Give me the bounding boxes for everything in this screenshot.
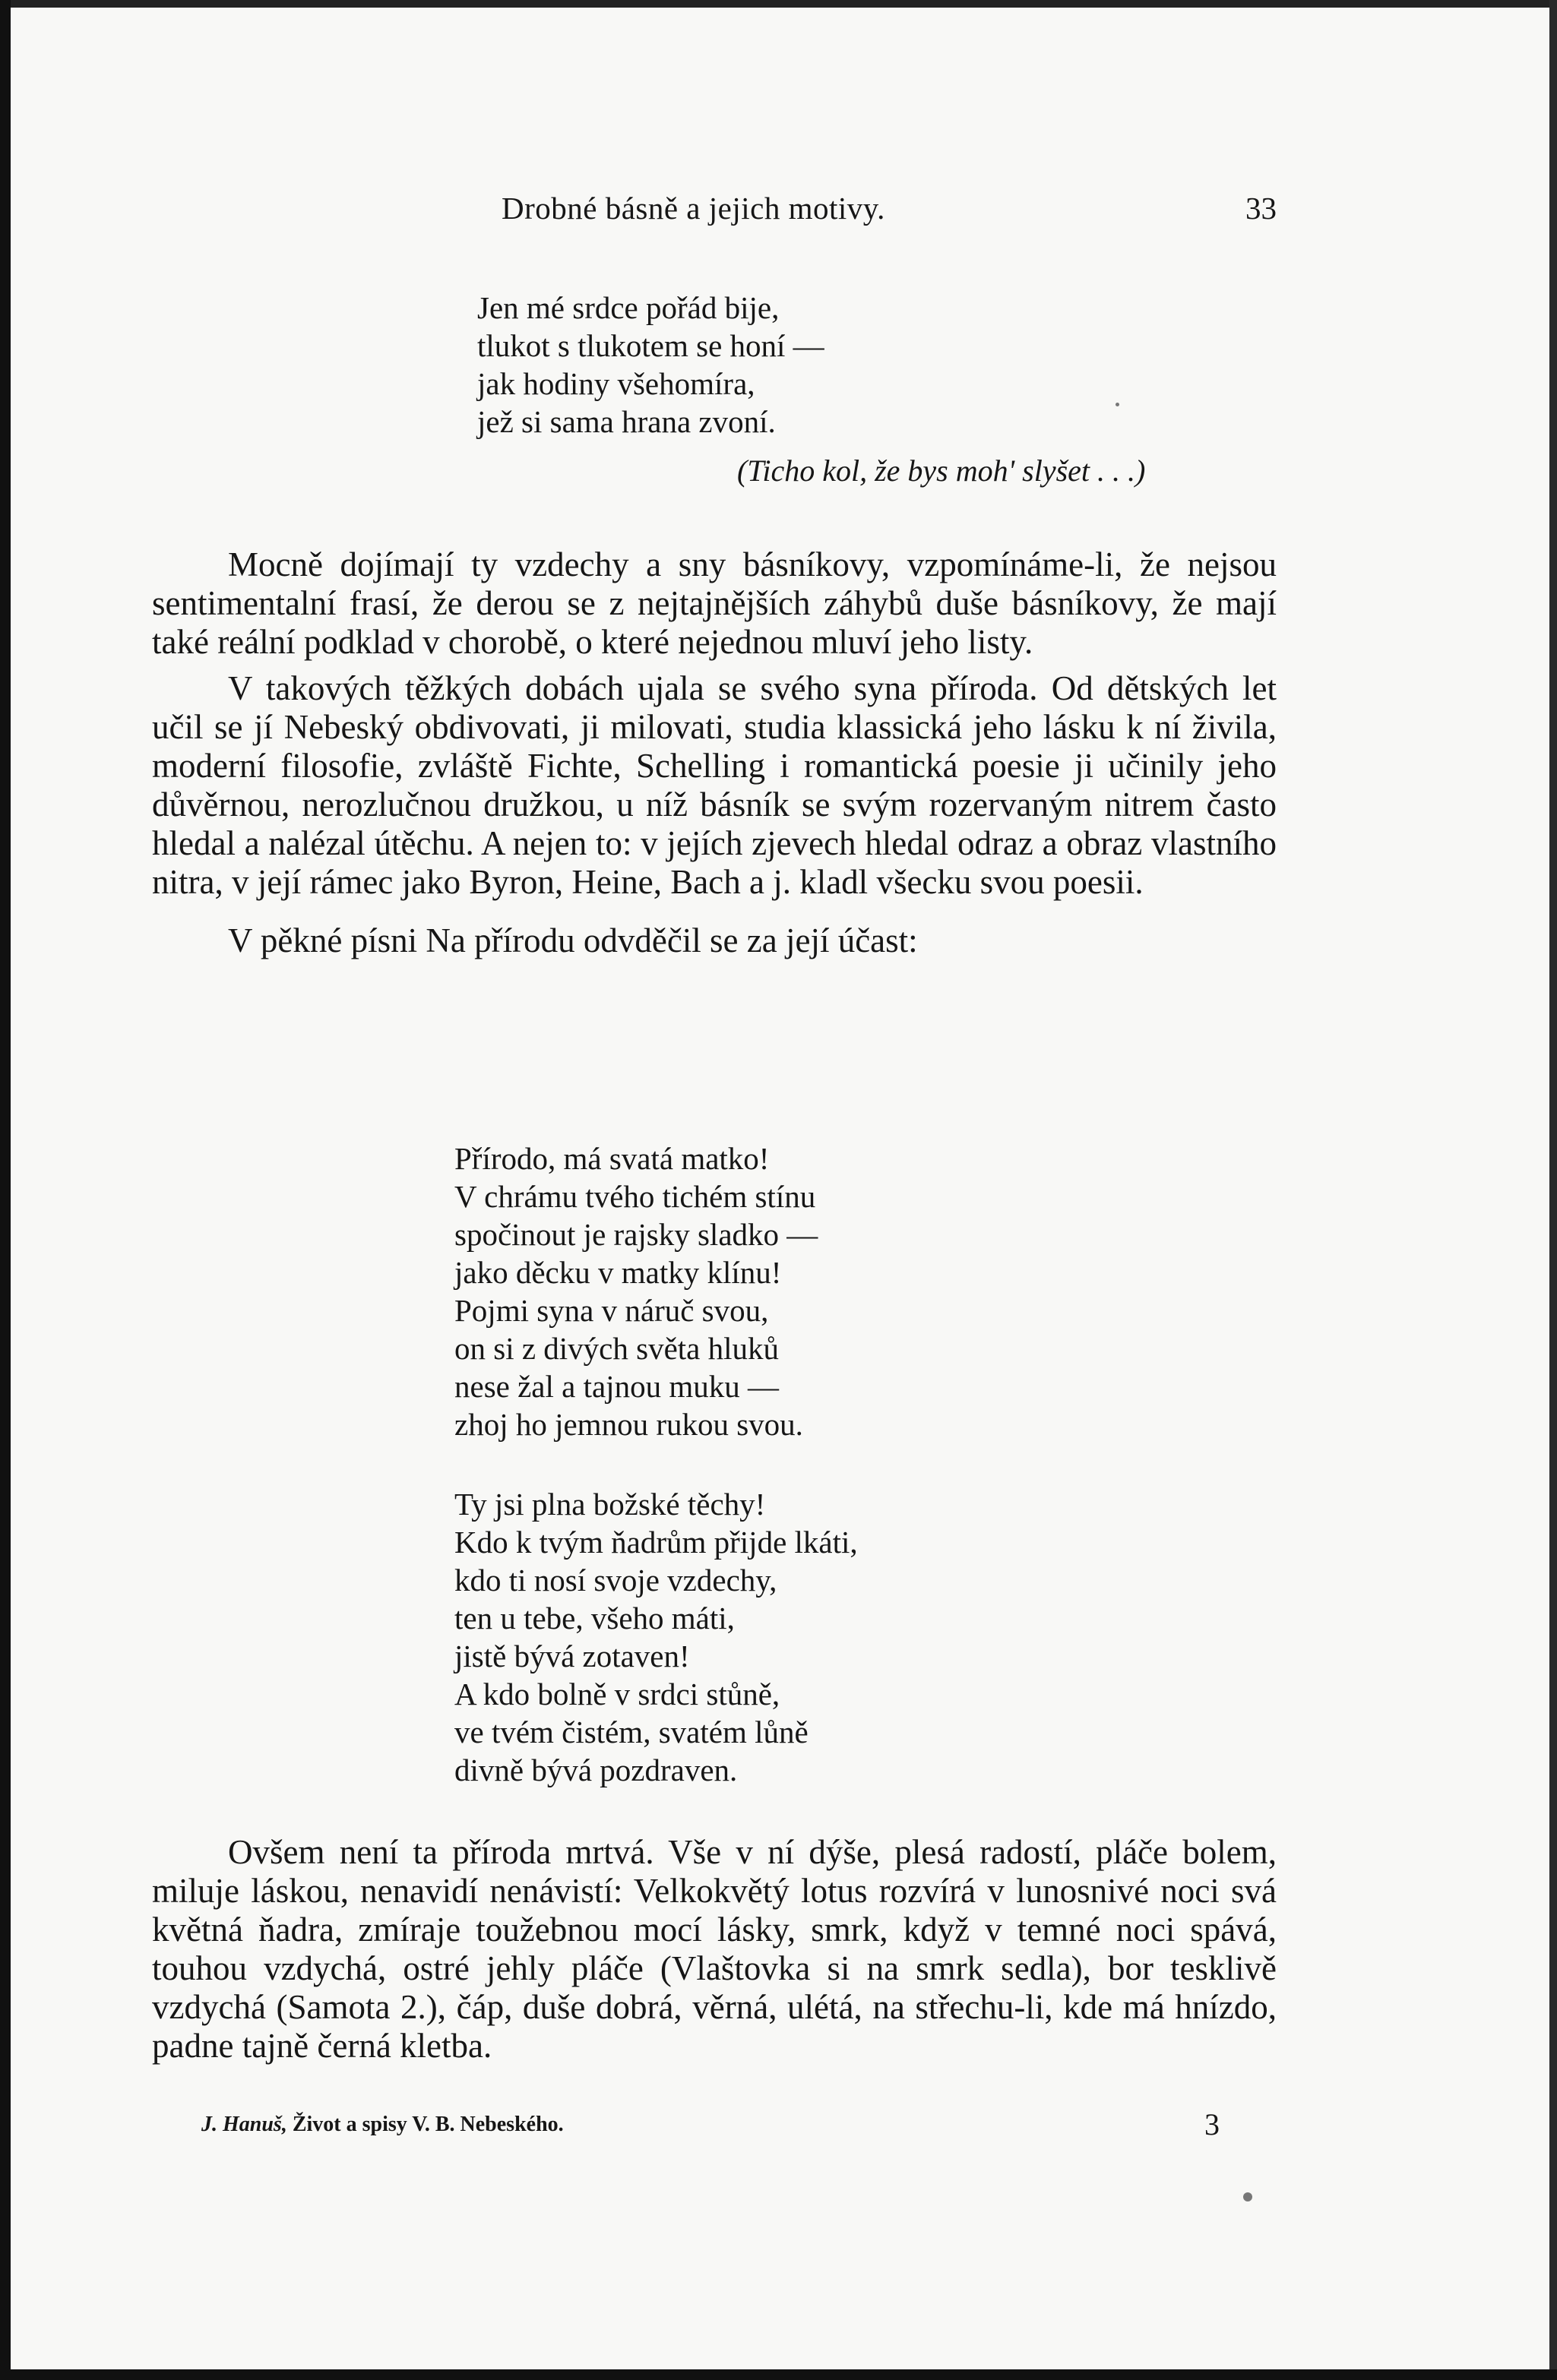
ink-speck bbox=[1243, 2192, 1252, 2201]
poem-stanza-2 bbox=[454, 1485, 858, 1789]
scan-edge-left bbox=[0, 0, 11, 2380]
page-footer bbox=[201, 2107, 1220, 2145]
running-header bbox=[502, 190, 1277, 235]
poem-line: on si z divých světa hluků bbox=[454, 1331, 780, 1366]
poem-line: Přírodo, má svatá matko! bbox=[454, 1141, 770, 1176]
scan-edge-top bbox=[0, 0, 1557, 8]
paragraph: V pěkné písni Na přírodu odvděčil se za její účast: bbox=[228, 921, 918, 959]
poem-line: Kdo k tvým ňadrům přijde lkáti, bbox=[454, 1525, 858, 1560]
poem-line: A kdo bolně v srdci stůně, bbox=[454, 1677, 780, 1712]
poem-stanza-1 bbox=[454, 1139, 818, 1443]
poem-line: nese žal a tajnou muku — bbox=[454, 1369, 779, 1404]
footer-imprint bbox=[201, 2113, 564, 2137]
verse-quote bbox=[477, 289, 824, 441]
ink-speck bbox=[1116, 403, 1119, 406]
footer-title: Život a spisy V. B. Nebeského. bbox=[292, 2113, 564, 2136]
paragraph: V takových těžkých dobách ujala se svého syna příroda. Od dětských let učil se jí Nebeský obdivovati, ji milovati, studia klassická jeho lásku k ní živila, moderní filosofie, zvláště Fichte, Schelling i romantická poesie ji učinily jeho důvěrnou, nerozlučnou družkou, u níž básník se svým rozervaným nitrem často hledal a nalézal útěchu. A nejen to: v jejích zjevech hledal odraz a obraz vlastního nitra, v její rámec jako Byron, Heine, Bach a j. kladl všecku svou poesii. bbox=[152, 669, 1277, 901]
scan-edge-bottom bbox=[0, 2369, 1557, 2380]
scan-edge-right bbox=[1549, 0, 1557, 2380]
poem-line: ten u tebe, všeho máti, bbox=[454, 1601, 735, 1636]
poem-line: Ty jsi plna božské těchy! bbox=[454, 1487, 766, 1522]
poem-line: jistě bývá zotaven! bbox=[454, 1639, 690, 1674]
verse-line: jež si sama hrana zvoní. bbox=[477, 404, 776, 439]
paragraph: Ovšem není ta příroda mrtvá. Vše v ní dýše, plesá radostí, pláče bolem, miluje láskou, nenavidí nenávistí: Velkokvětý lotus rozvírá v lunosnivé noci svá květná ňadra, zmíraje toužebnou mocí lásky, smrk, když v temné noci spává, touhou vzdychá, ostré jehly pláče (Vlaštovka si na smrk sedla), bor tesklivě vzdychá (Samota 2.), čáp, duše dobrá, věrná, ulétá, na střechu-li, kde má hnízdo, padne tajně černá kletba. bbox=[152, 1833, 1277, 2065]
poem-line: V chrámu tvého tichém stínu bbox=[454, 1179, 816, 1214]
verse-line: tlukot s tlukotem se honí — bbox=[477, 328, 824, 363]
footer-author: J. Hanuš, bbox=[201, 2113, 287, 2136]
page-number: 33 bbox=[1245, 191, 1277, 226]
body-text bbox=[152, 545, 1277, 960]
poem-line: divně bývá pozdraven. bbox=[454, 1753, 738, 1787]
poem-line: spočinout je rajsky sladko — bbox=[454, 1217, 818, 1252]
verse-line: Jen mé srdce pořád bije, bbox=[477, 290, 780, 325]
verse-attribution: (Ticho kol, že bys moh' slyšet . . .) bbox=[737, 454, 1146, 488]
signature-mark: 3 bbox=[1204, 2107, 1220, 2141]
poem-line: Pojmi syna v náruč svou, bbox=[454, 1293, 769, 1328]
closing-text bbox=[152, 1833, 1277, 2066]
running-title: Drobné básně a jejich motivy. bbox=[502, 191, 885, 226]
poem-line: jako děcku v matky klínu! bbox=[454, 1255, 782, 1290]
verse-line: jak hodiny všehomíra, bbox=[477, 366, 755, 401]
poem-line: ve tvém čistém, svatém lůně bbox=[454, 1715, 809, 1749]
paragraph: Mocně dojímají ty vzdechy a sny básníkovy, vzpomínáme-li, že nejsou sentimentalní frasí, že derou se z nejtajnějších záhybů duše básníkovy, že mají také reální podklad v chorobě, o které nejednou mluví jeho listy. bbox=[152, 545, 1277, 661]
poem-line: kdo ti nosí svoje vzdechy, bbox=[454, 1563, 777, 1598]
poem-line: zhoj ho jemnou rukou svou. bbox=[454, 1407, 803, 1442]
